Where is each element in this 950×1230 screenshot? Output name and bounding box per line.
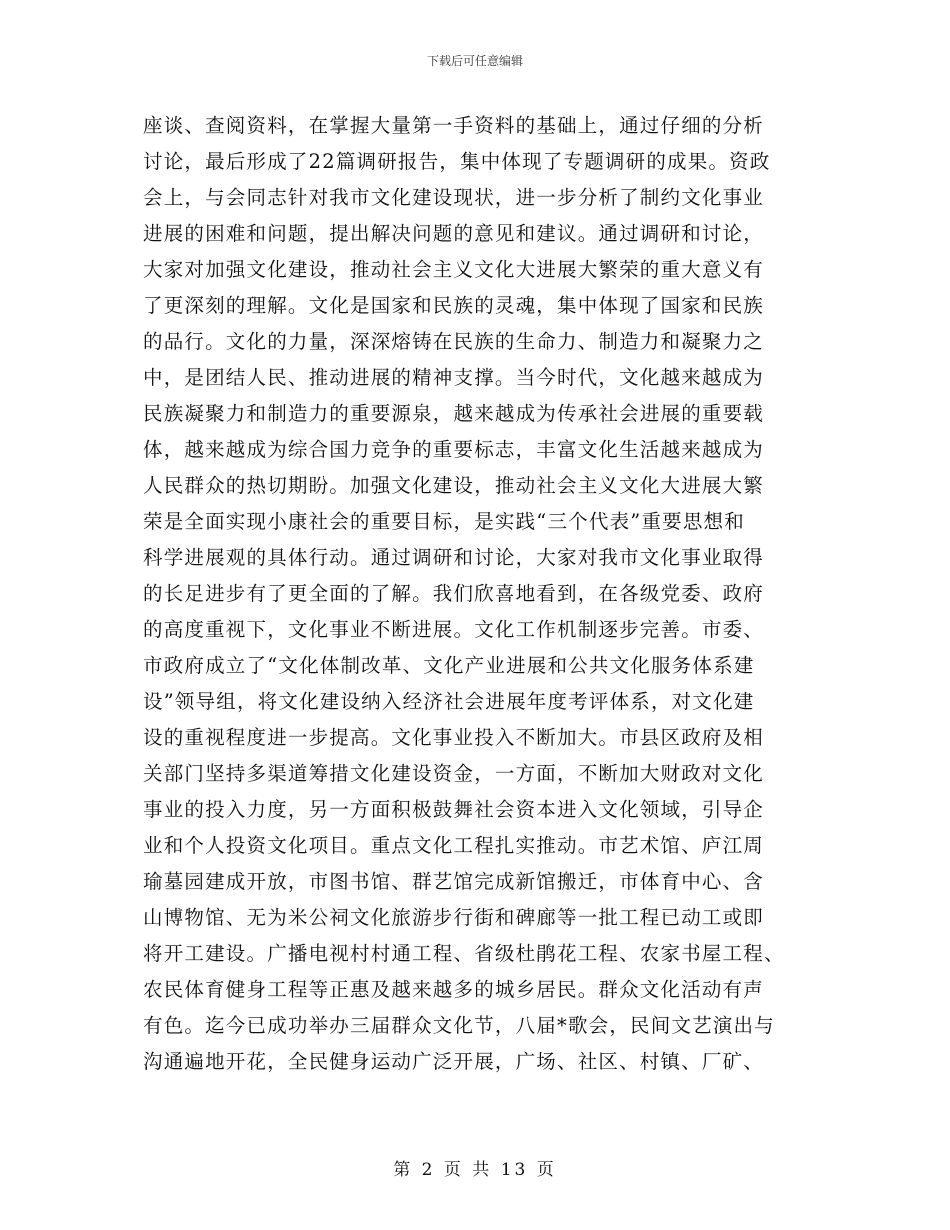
body-line: 设的重视程度进一步提高。文化事业投入不断加大。市县区政府及相 — [143, 726, 765, 749]
body-line: 的高度重视下，文化事业不断进展。文化工作机制逐步完善。市委、 — [143, 618, 765, 641]
body-line: 科学进展观的具体行动。通过调研和讨论，大家对我市文化事业取得 — [143, 546, 765, 569]
body-line: 设”领导组，将文化建设纳入经济社会进展年度考评体系，对文化建 — [143, 690, 755, 713]
body-line: 进展的困难和问题，提出解决问题的意见和建议。通过调研和讨论， — [143, 222, 765, 245]
body-line: 会上，与会同志针对我市文化建设现状，进一步分析了制约文化事业 — [143, 186, 765, 209]
body-line: 事业的投入力度，另一方面积极鼓舞社会资本进入文化领域，引导企 — [143, 798, 765, 821]
body-line: 了更深刻的理解。文化是国家和民族的灵魂，集中体现了国家和民族 — [143, 294, 765, 317]
body-line: 瑜墓园建成开放，市图书馆、群艺馆完成新馆搬迁，市体育中心、含 — [143, 870, 765, 893]
body-line: 山博物馆、无为米公祠文化旅游步行街和碑廊等一批工程已动工或即 — [143, 906, 765, 929]
body-line: 荣是全面实现小康社会的重要目标，是实践“三个代表”重要思想和 — [143, 510, 745, 533]
body-line: 业和个人投资文化项目。重点文化工程扎实推动。市艺术馆、庐江周 — [143, 834, 765, 857]
page-header: 下载后可任意编辑 — [426, 54, 523, 68]
page-footer: 第 2 页 共 13 页 — [393, 1160, 557, 1180]
body-line: 座谈、查阅资料，在掌握大量第一手资料的基础上，通过仔细的分析 — [143, 114, 765, 137]
body-line: 大家对加强文化建设，推动社会主义文化大进展大繁荣的重大意义有 — [143, 258, 765, 281]
body-line: 讨论，最后形成了22篇调研报告，集中体现了专题调研的成果。资政 — [143, 150, 771, 173]
body-line: 民族凝聚力和制造力的重要源泉，越来越成为传承社会进展的重要载 — [143, 402, 765, 425]
document-body — [143, 108, 808, 1080]
body-line: 沟通遍地开花，全民健身运动广泛开展，广场、社区、村镇、厂矿、 — [143, 1050, 765, 1073]
body-line: 中，是团结人民、推动进展的精神支撑。当今时代，文化越来越成为 — [143, 366, 765, 389]
body-line: 的品行。文化的力量，深深熔铸在民族的生命力、制造力和凝聚力之 — [143, 330, 765, 353]
body-line: 有色。迄今已成功举办三届群众文化节，八届*歌会，民间文艺演出与 — [143, 1014, 775, 1037]
body-line: 体，越来越成为综合国力竞争的重要标志，丰富文化生活越来越成为 — [143, 438, 765, 461]
body-line: 将开工建设。广播电视村村通工程、省级杜鹃花工程、农家书屋工程、 — [143, 942, 785, 965]
body-line: 农民体育健身工程等正惠及越来越多的城乡居民。群众文化活动有声 — [143, 978, 765, 1001]
body-line: 市政府成立了“文化体制改革、文化产业进展和公共文化服务体系建 — [143, 654, 755, 677]
body-line: 的长足进步有了更全面的了解。我们欣喜地看到，在各级党委、政府 — [143, 582, 765, 605]
body-line: 人民群众的热切期盼。加强文化建设，推动社会主义文化大进展大繁 — [143, 474, 765, 497]
body-line: 关部门坚持多渠道筹措文化建设资金，一方面，不断加大财政对文化 — [143, 762, 765, 785]
